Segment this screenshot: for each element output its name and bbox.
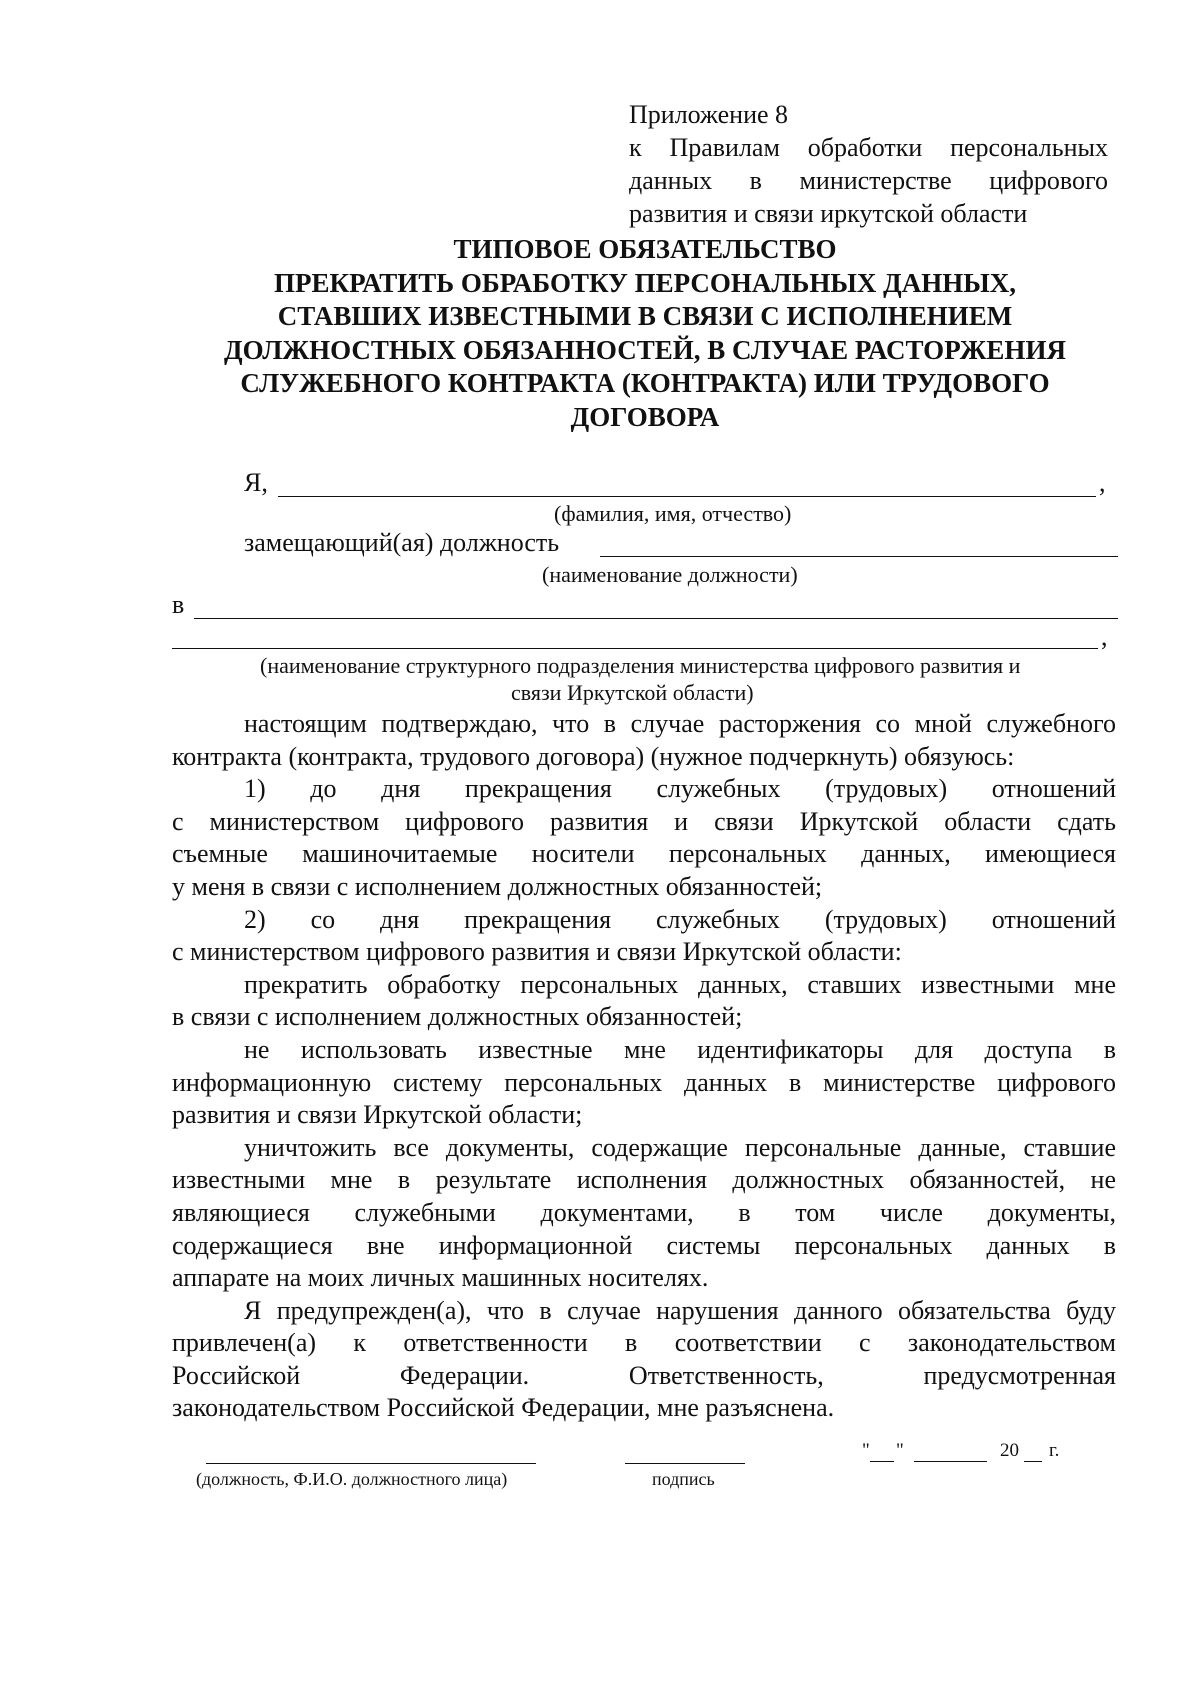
signature-hint: подпись bbox=[652, 1469, 715, 1489]
body-line: с министерством цифрового развития и связи Иркутской области: bbox=[172, 937, 902, 967]
date-quote-close: " bbox=[896, 1440, 904, 1461]
title-line: ТИПОВОЕ ОБЯЗАТЕЛЬСТВО bbox=[453, 234, 837, 264]
body-line: Я предупрежден(а), что в случае нарушения данного обязательства буду bbox=[244, 1295, 1116, 1325]
date-year-prefix: 20 bbox=[1000, 1440, 1019, 1461]
official-hint: (должность, Ф.И.О. должностного лица) bbox=[196, 1469, 508, 1489]
date-year-suffix: г. bbox=[1049, 1440, 1060, 1461]
body-line: не использовать известные мне идентификаторы для доступа в bbox=[244, 1034, 1116, 1064]
date-year-line[interactable] bbox=[1024, 1461, 1042, 1462]
body-line: 1) до дня прекращения служебных (трудовых) отношений bbox=[244, 774, 1116, 804]
position-label: замещающий(ая) должность bbox=[244, 528, 560, 557]
position-field-line[interactable] bbox=[600, 556, 1118, 557]
name-field-line[interactable] bbox=[278, 496, 1096, 497]
body-line: съемные машиночитаемые носители персональных данных, имеющиеся bbox=[172, 839, 1116, 869]
appendix-block bbox=[629, 98, 1108, 230]
title-line: ДОЛЖНОСТНЫХ ОБЯЗАННОСТЕЙ, В СЛУЧАЕ РАСТОРЖЕНИЯ bbox=[224, 334, 1066, 365]
body-line: в связи с исполнением должностных обязанностей; bbox=[172, 1002, 743, 1032]
unit-prefix: в bbox=[172, 590, 185, 619]
body-line: известными мне в результате исполнения должностных обязанностей, не bbox=[172, 1165, 1116, 1195]
title-line: СЛУЖЕБНОГО КОНТРАКТА (КОНТРАКТА) ИЛИ ТРУДОВОГО bbox=[240, 368, 1050, 398]
date-day-line[interactable] bbox=[870, 1461, 894, 1462]
official-signature-line[interactable] bbox=[206, 1463, 536, 1464]
name-prefix: Я, bbox=[244, 468, 268, 497]
unit-field-line-1[interactable] bbox=[194, 618, 1118, 619]
body-line: 2) со дня прекращения служебных (трудовых) отношений bbox=[244, 904, 1116, 934]
body-line: привлечен(а) к ответственности в соответствии с законодательством bbox=[172, 1328, 1116, 1358]
title-line: ДОГОВОРА bbox=[570, 401, 720, 432]
body-line: у меня в связи с исполнением должностных обязанностей; bbox=[172, 871, 823, 901]
body-line: аппарате на моих личных машинных носителях. bbox=[172, 1263, 709, 1293]
date-month-line[interactable] bbox=[914, 1461, 987, 1462]
position-hint: (наименование должности) bbox=[542, 562, 798, 587]
document-title bbox=[120, 233, 1170, 434]
name-suffix: , bbox=[1099, 468, 1106, 497]
body-line: уничтожить все документы, содержащие персональные данные, ставшие bbox=[244, 1132, 1116, 1162]
body-line: с министерством цифрового развития и связи Иркутской области сдать bbox=[172, 806, 1116, 836]
obligation-body bbox=[172, 708, 1116, 1425]
name-hint: (фамилия, имя, отчество) bbox=[554, 501, 792, 526]
title-line: ПРЕКРАТИТЬ ОБРАБОТКУ ПЕРСОНАЛЬНЫХ ДАННЫХ, bbox=[274, 267, 1016, 298]
appendix-number: Приложение 8 bbox=[629, 100, 789, 129]
date-quote-open: " bbox=[862, 1440, 870, 1461]
body-line: настоящим подтверждаю, что в случае расторжения со мной служебного bbox=[244, 709, 1116, 738]
body-line: законодательством Российской Федерации, мне разъяснена. bbox=[172, 1393, 835, 1423]
signature-line[interactable] bbox=[625, 1463, 745, 1464]
body-line: прекратить обработку персональных данных, ставших известными мне bbox=[244, 969, 1116, 999]
appendix-line: данных в министерстве цифрового bbox=[629, 166, 1108, 195]
unit-suffix: , bbox=[1101, 622, 1108, 651]
body-line: Российской Федерации. Ответственность, предусмотренная bbox=[172, 1360, 1116, 1390]
body-line: контракта (контракта, трудового договора) (нужное подчеркнуть) обязуюсь: bbox=[172, 741, 1015, 771]
body-line: информационную систему персональных данных в министерстве цифрового bbox=[172, 1067, 1116, 1097]
unit-field-line-2[interactable] bbox=[172, 648, 1098, 649]
body-line: являющиеся служебными документами, в том числе документы, bbox=[172, 1197, 1116, 1227]
unit-hint: связи Иркутской области) bbox=[511, 680, 754, 705]
body-line: содержащиеся вне информационной системы персональных данных в bbox=[172, 1230, 1116, 1260]
appendix-line: развития и связи иркутской области bbox=[629, 199, 1028, 228]
unit-hint: (наименование структурного подразделения министерства цифрового развития и bbox=[260, 653, 1021, 678]
appendix-line: к Правилам обработки персональных bbox=[629, 133, 1108, 162]
title-line: СТАВШИХ ИЗВЕСТНЫМИ В СВЯЗИ С ИСПОЛНЕНИЕМ bbox=[277, 301, 1013, 331]
body-line: развития и связи Иркутской области; bbox=[172, 1100, 583, 1130]
